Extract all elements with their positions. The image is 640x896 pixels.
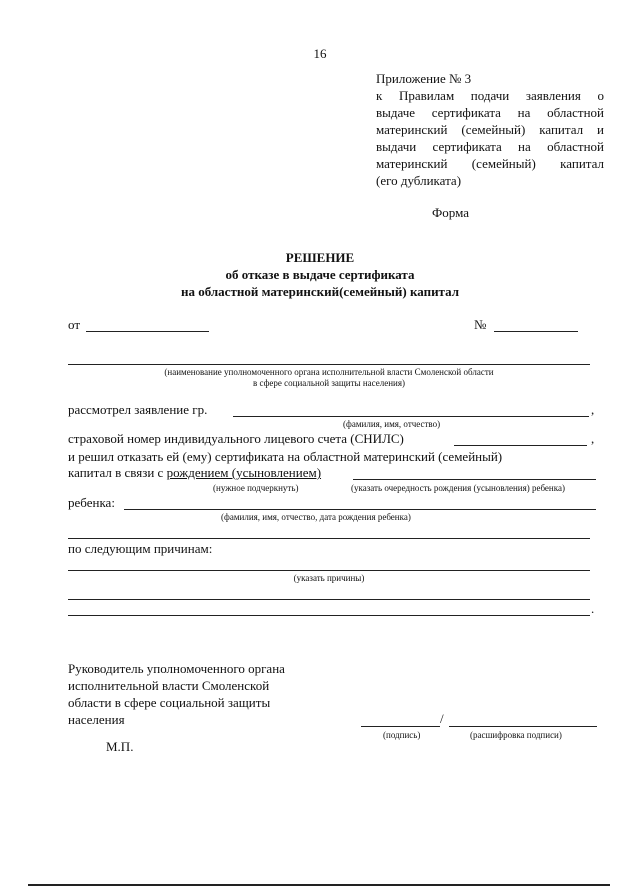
reasons-hint: (указать причины) bbox=[293, 573, 365, 583]
reviewed-label: рассмотрел заявление гр. bbox=[68, 402, 208, 417]
period: . bbox=[591, 601, 595, 616]
child-hint: (фамилия, имя, отчество, дата рождения ребенка) bbox=[221, 512, 411, 522]
capital-prefix: капитал в связи с bbox=[68, 465, 164, 480]
signature-decode-line[interactable] bbox=[449, 726, 597, 727]
capital-reason-line bbox=[68, 465, 321, 481]
birth-order-hint: (указать очередность рождения (усыновления) ребенка) bbox=[351, 483, 565, 493]
signature-decode-hint: (расшифровка подписи) bbox=[470, 730, 562, 740]
child-field-line[interactable] bbox=[124, 509, 596, 510]
signature-hint: (подпись) bbox=[383, 730, 421, 740]
appendix-line: выдачи сертификата на областной bbox=[376, 139, 604, 154]
date-field-line[interactable] bbox=[86, 331, 209, 332]
reasons-line-2[interactable] bbox=[68, 599, 590, 600]
head-line-2: исполнительной власти Смоленской bbox=[68, 678, 270, 693]
title-line-3: на областной материнский(семейный) капитал bbox=[180, 284, 460, 299]
appendix-line: (его дубликата) bbox=[376, 173, 462, 188]
underline-hint: (нужное подчеркнуть) bbox=[213, 483, 299, 493]
appendix-line: материнский (семейный) капитал и bbox=[376, 122, 604, 137]
appendix-line: выдаче сертификата на областной bbox=[376, 105, 604, 120]
appendix-block bbox=[376, 70, 604, 189]
document-title bbox=[0, 249, 640, 300]
snils-field-line[interactable] bbox=[454, 445, 587, 446]
page-number: 16 bbox=[313, 46, 327, 61]
head-line-3: области в сфере социальной защиты bbox=[68, 695, 271, 710]
from-label: от bbox=[68, 317, 81, 332]
fio-hint: (фамилия, имя, отчество) bbox=[343, 419, 441, 429]
birth-order-line[interactable] bbox=[353, 479, 596, 480]
title-line-2: об отказе в выдаче сертификата bbox=[225, 267, 415, 282]
snils-label: страховой номер индивидуального лицевого счета (СНИЛС) bbox=[68, 431, 404, 446]
reasons-line-3[interactable] bbox=[68, 615, 590, 616]
stamp-label: М.П. bbox=[106, 739, 134, 754]
page-bottom-rule bbox=[28, 884, 610, 886]
child-label: ребенка: bbox=[68, 495, 115, 510]
signature-slash: / bbox=[440, 711, 444, 726]
authority-hint-2: в сфере социальной защиты населения) bbox=[252, 378, 406, 388]
comma: , bbox=[591, 402, 595, 417]
signature-line[interactable] bbox=[361, 726, 440, 727]
comma: , bbox=[591, 431, 595, 446]
appendix-line: материнский (семейный) капитал bbox=[376, 156, 604, 171]
authority-field-line[interactable] bbox=[68, 364, 590, 365]
head-title bbox=[68, 660, 285, 728]
decision-text: и решил отказать ей (ему) сертификата на областной материнский (семейный) bbox=[68, 449, 503, 464]
number-label: № bbox=[474, 317, 487, 332]
reasons-label: по следующим причинам: bbox=[68, 541, 213, 556]
form-label: Форма bbox=[432, 205, 469, 220]
appendix-heading: Приложение № 3 bbox=[376, 71, 472, 86]
head-line-4: населения bbox=[68, 712, 125, 727]
authority-hint-1: (наименование уполномоченного органа исполнительной власти Смоленской области bbox=[164, 367, 494, 377]
appendix-line: к Правилам подачи заявления о bbox=[376, 88, 604, 103]
head-line-1: Руководитель уполномоченного органа bbox=[68, 661, 285, 676]
title-line-1: РЕШЕНИЕ bbox=[285, 250, 355, 265]
birth-adoption-choice[interactable]: рождением (усыновлением) bbox=[166, 465, 322, 480]
number-field-line[interactable] bbox=[494, 331, 578, 332]
reasons-line-1[interactable] bbox=[68, 570, 590, 571]
applicant-name-line[interactable] bbox=[233, 416, 589, 417]
child-field-line-2[interactable] bbox=[68, 538, 590, 539]
